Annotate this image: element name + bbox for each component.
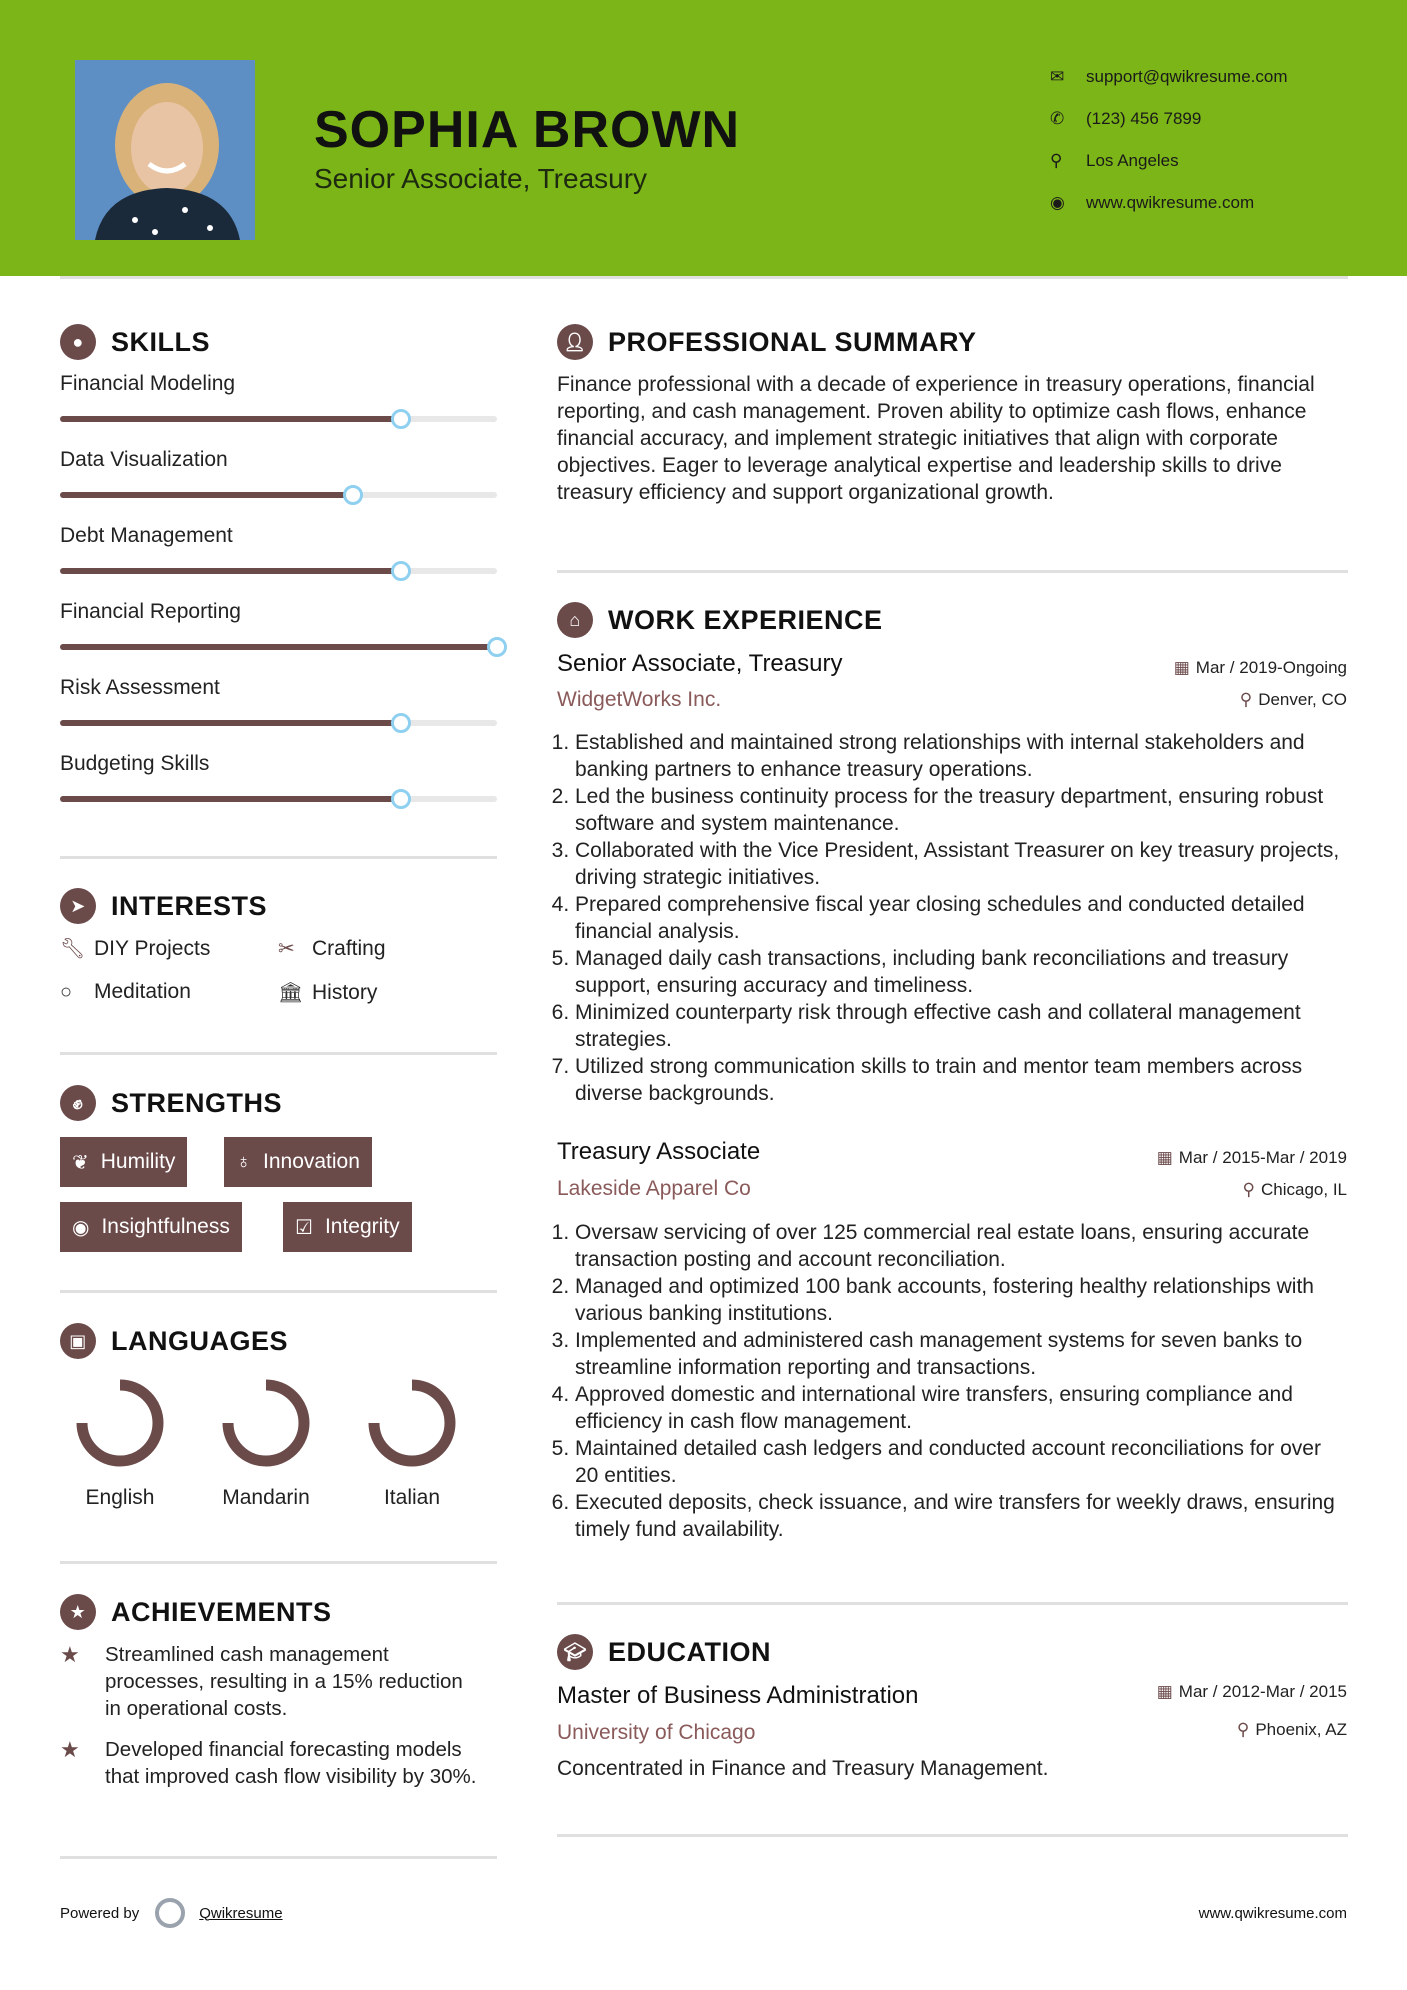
skill-bar bbox=[60, 644, 497, 650]
job-company: Lakeside Apparel Co bbox=[557, 1177, 751, 1200]
contact-phone[interactable]: ✆ (123) 456 7899 bbox=[1050, 109, 1202, 128]
contact-website[interactable]: ◉ www.qwikresume.com bbox=[1050, 193, 1255, 212]
job-title: Senior Associate, Treasury bbox=[557, 650, 843, 677]
duty-item: 4. Approved domestic and international wire transfers, ensuring compliance and efficiency in cash flow management. bbox=[575, 1381, 1347, 1435]
school-name: University of Chicago bbox=[557, 1721, 756, 1744]
calendar-icon: ▦ bbox=[1173, 658, 1190, 677]
skill-bar bbox=[60, 720, 497, 726]
job-company: WidgetWorks Inc. bbox=[557, 688, 722, 711]
language-item bbox=[206, 1375, 326, 1510]
calendar-icon: ▦ bbox=[1156, 1682, 1173, 1701]
museum-icon: 🏛︎ bbox=[278, 982, 304, 1004]
phone-icon: ✆ bbox=[1050, 109, 1065, 128]
skill-bar-knob bbox=[391, 789, 411, 809]
pushpin-icon: ⚲ bbox=[1242, 1180, 1255, 1199]
candidate-name: SOPHIA BROWN bbox=[314, 101, 741, 159]
skill-bar-fill bbox=[60, 720, 401, 726]
strength-tag: ❦ Humility bbox=[60, 1137, 187, 1187]
skill-label: Data Visualization bbox=[60, 448, 228, 471]
language-ring-arc bbox=[82, 1385, 158, 1461]
eye-icon: ◉ bbox=[72, 1216, 90, 1239]
languages-heading: ▣ LANGUAGES bbox=[60, 1323, 288, 1359]
divider bbox=[557, 1834, 1348, 1837]
duty-item: 5. Managed daily cash transactions, including bank reconciliations and treasury support, ensuring accuracy and timeliness. bbox=[575, 945, 1347, 999]
skill-bar-knob bbox=[391, 561, 411, 581]
job-location: ⚲ Chicago, IL bbox=[1242, 1180, 1347, 1199]
skill-bar-knob bbox=[391, 409, 411, 429]
footer-website[interactable]: www.qwikresume.com bbox=[1198, 1905, 1347, 1922]
duty-item: 7. Utilized strong communication skills to train and mentor team members across diverse backgrounds. bbox=[575, 1053, 1347, 1107]
language-ring-arc bbox=[374, 1385, 450, 1461]
scissors-icon: ✂ bbox=[278, 938, 295, 960]
summary-text: Finance professional with a decade of experience in treasury operations, financial reporting, and cash management. Proven ability to optimize cash flows, enhance financial accuracy, and implement strategic initiatives that align with corporate objectives. Eager to leverage analytical expertise and leadership skills to drive treasury efficiency and support organizational growth. bbox=[557, 373, 1315, 504]
achievement-item: ★ Streamlined cash management processes, resulting in a 15% reduction in operational costs. bbox=[60, 1642, 463, 1720]
skill-bar-knob bbox=[391, 713, 411, 733]
strength-tag: ♁ Innovation bbox=[224, 1137, 372, 1187]
language-label: English bbox=[85, 1486, 155, 1509]
skill-bar-fill bbox=[60, 492, 353, 498]
language-item bbox=[60, 1375, 180, 1510]
degree-title: Master of Business Administration bbox=[557, 1682, 919, 1709]
circle-icon: ○ bbox=[60, 980, 73, 1003]
fist-icon: ✊︎ bbox=[60, 1085, 96, 1121]
education-heading: 🎓︎ EDUCATION bbox=[557, 1634, 771, 1670]
job-duties bbox=[557, 1219, 1347, 1543]
duty-item: 4. Prepared comprehensive fiscal year closing schedules and conducted detailed financial analysis. bbox=[575, 891, 1347, 945]
job-location: ⚲ Denver, CO bbox=[1239, 690, 1347, 709]
wrench-icon: 🔧︎ bbox=[60, 938, 86, 960]
interest-item: ✂ Crafting bbox=[278, 936, 386, 960]
strength-tag: ◉ Insightfulness bbox=[60, 1202, 242, 1252]
profile-photo bbox=[75, 60, 255, 240]
summary-heading: 👤︎ PROFESSIONAL SUMMARY bbox=[557, 324, 977, 360]
divider bbox=[60, 856, 497, 859]
skill-bar bbox=[60, 492, 497, 498]
calendar-icon: ▦ bbox=[1156, 1148, 1173, 1167]
experience-heading: ⌂ WORK EXPERIENCE bbox=[557, 602, 883, 638]
duty-item: 1. Oversaw servicing of over 125 commercial real estate loans, ensuring accurate transaction posting and account reconciliation. bbox=[575, 1219, 1347, 1273]
checkbox-icon: ☑ bbox=[295, 1216, 313, 1239]
office-chair-icon: ⌂ bbox=[557, 602, 593, 638]
graduate-icon: 🎓︎ bbox=[557, 1634, 593, 1670]
strengths-heading: ✊︎ STRENGTHS bbox=[60, 1085, 282, 1121]
duty-item: 3. Collaborated with the Vice President, Assistant Treasurer on key treasury projects, driving strategic initiatives. bbox=[575, 837, 1347, 891]
lightbulb-icon: ♁ bbox=[236, 1150, 251, 1173]
duty-item: 2. Managed and optimized 100 bank accounts, fostering healthy relationships with various banking institutions. bbox=[575, 1273, 1347, 1327]
skill-bar-fill bbox=[60, 416, 401, 422]
duty-item: 2. Led the business continuity process for the treasury department, ensuring robust software and system maintenance. bbox=[575, 783, 1347, 837]
contact-list bbox=[1050, 56, 1288, 224]
language-ring-arc bbox=[228, 1385, 304, 1461]
job-dates: ▦ Mar / 2015-Mar / 2019 bbox=[1156, 1148, 1347, 1167]
skill-bar bbox=[60, 796, 497, 802]
paper-plane-icon: ➤ bbox=[60, 888, 96, 924]
job-dates: ▦ Mar / 2019-Ongoing bbox=[1173, 658, 1347, 677]
interest-item: 🏛︎ History bbox=[278, 980, 378, 1004]
globe-icon: ◉ bbox=[1050, 193, 1065, 212]
duty-item: 5. Maintained detailed cash ledgers and conducted account reconciliations for over 20 entities. bbox=[575, 1435, 1347, 1489]
skill-bar-fill bbox=[60, 568, 401, 574]
language-ring bbox=[206, 1375, 326, 1471]
star-icon: ★ bbox=[60, 1642, 80, 1667]
skill-bar-knob bbox=[487, 637, 507, 657]
duty-item: 6. Minimized counterparty risk through effective cash and collateral management strategies. bbox=[575, 999, 1347, 1053]
duty-item: 1. Established and maintained strong relationships with internal stakeholders and banking partners to enhance treasury operations. bbox=[575, 729, 1347, 783]
interests-heading: ➤ INTERESTS bbox=[60, 888, 267, 924]
divider bbox=[60, 1561, 497, 1564]
skill-bar bbox=[60, 568, 497, 574]
skill-label: Risk Assessment bbox=[60, 676, 220, 699]
contact-email[interactable]: ✉ support@qwikresume.com bbox=[1050, 67, 1288, 86]
language-label: Mandarin bbox=[222, 1486, 310, 1509]
qwikresume-link[interactable]: Qwikresume bbox=[199, 1904, 283, 1922]
pushpin-icon: ⚲ bbox=[1236, 1720, 1250, 1739]
skill-bar bbox=[60, 416, 497, 422]
divider bbox=[60, 1052, 497, 1055]
divider bbox=[60, 1856, 497, 1859]
education-location: ⚲ Phoenix, AZ bbox=[1236, 1720, 1347, 1739]
education-description: Concentrated in Finance and Treasury Management. bbox=[557, 1757, 1049, 1780]
envelope-icon: ✉ bbox=[1050, 67, 1065, 86]
skill-label: Budgeting Skills bbox=[60, 752, 210, 775]
divider bbox=[60, 276, 1348, 279]
language-ring bbox=[352, 1375, 472, 1471]
location-pin-icon: ⚲ bbox=[1050, 151, 1063, 170]
skills-heading: ● SKILLS bbox=[60, 324, 210, 360]
skill-label: Debt Management bbox=[60, 524, 233, 547]
language-label: Italian bbox=[383, 1486, 441, 1509]
strength-tag: ☑ Integrity bbox=[283, 1202, 412, 1252]
divider bbox=[557, 1602, 1348, 1605]
pushpin-icon: ⚲ bbox=[1239, 690, 1253, 709]
lightbulb-icon: ● bbox=[60, 324, 96, 360]
divider bbox=[557, 570, 1348, 573]
contact-location: ⚲ Los Angeles bbox=[1050, 151, 1179, 170]
skill-bar-fill bbox=[60, 644, 497, 650]
footer-powered-by: Powered by Qwikresume bbox=[60, 1898, 283, 1928]
candidate-title: Senior Associate, Treasury bbox=[314, 163, 648, 194]
user-icon: 👤︎ bbox=[557, 324, 593, 360]
header-banner bbox=[0, 0, 1407, 276]
job-duties bbox=[557, 729, 1347, 1107]
star-icon: ★ bbox=[60, 1737, 80, 1762]
duty-item: 3. Implemented and administered cash management systems for seven banks to streamline information reporting and transactions. bbox=[575, 1327, 1347, 1381]
education-dates: ▦ Mar / 2012-Mar / 2015 bbox=[1156, 1682, 1347, 1701]
duty-item: 6. Executed deposits, check issuance, and wire transfers for weekly draws, ensuring timely fund availability. bbox=[575, 1489, 1347, 1543]
interest-item: 🔧︎ DIY Projects bbox=[60, 936, 211, 960]
skill-label: Financial Reporting bbox=[60, 600, 241, 623]
achievement-item: ★ Developed financial forecasting models that improved cash flow visibility by 30%. bbox=[60, 1737, 477, 1788]
qwikresume-logo-icon bbox=[155, 1898, 185, 1928]
divider bbox=[60, 1290, 497, 1293]
skill-bar-knob bbox=[343, 485, 363, 505]
skill-label: Financial Modeling bbox=[60, 372, 236, 395]
language-card-icon: ▣ bbox=[60, 1323, 96, 1359]
job-title: Treasury Associate bbox=[557, 1138, 761, 1165]
leaf-icon: ❦ bbox=[72, 1151, 89, 1174]
interest-item: ○ Meditation bbox=[60, 980, 191, 1003]
achievements-heading: ★ ACHIEVEMENTS bbox=[60, 1594, 332, 1630]
language-ring bbox=[60, 1375, 180, 1471]
star-badge-icon: ★ bbox=[60, 1594, 96, 1630]
skill-bar-fill bbox=[60, 796, 401, 802]
language-item bbox=[352, 1375, 472, 1510]
